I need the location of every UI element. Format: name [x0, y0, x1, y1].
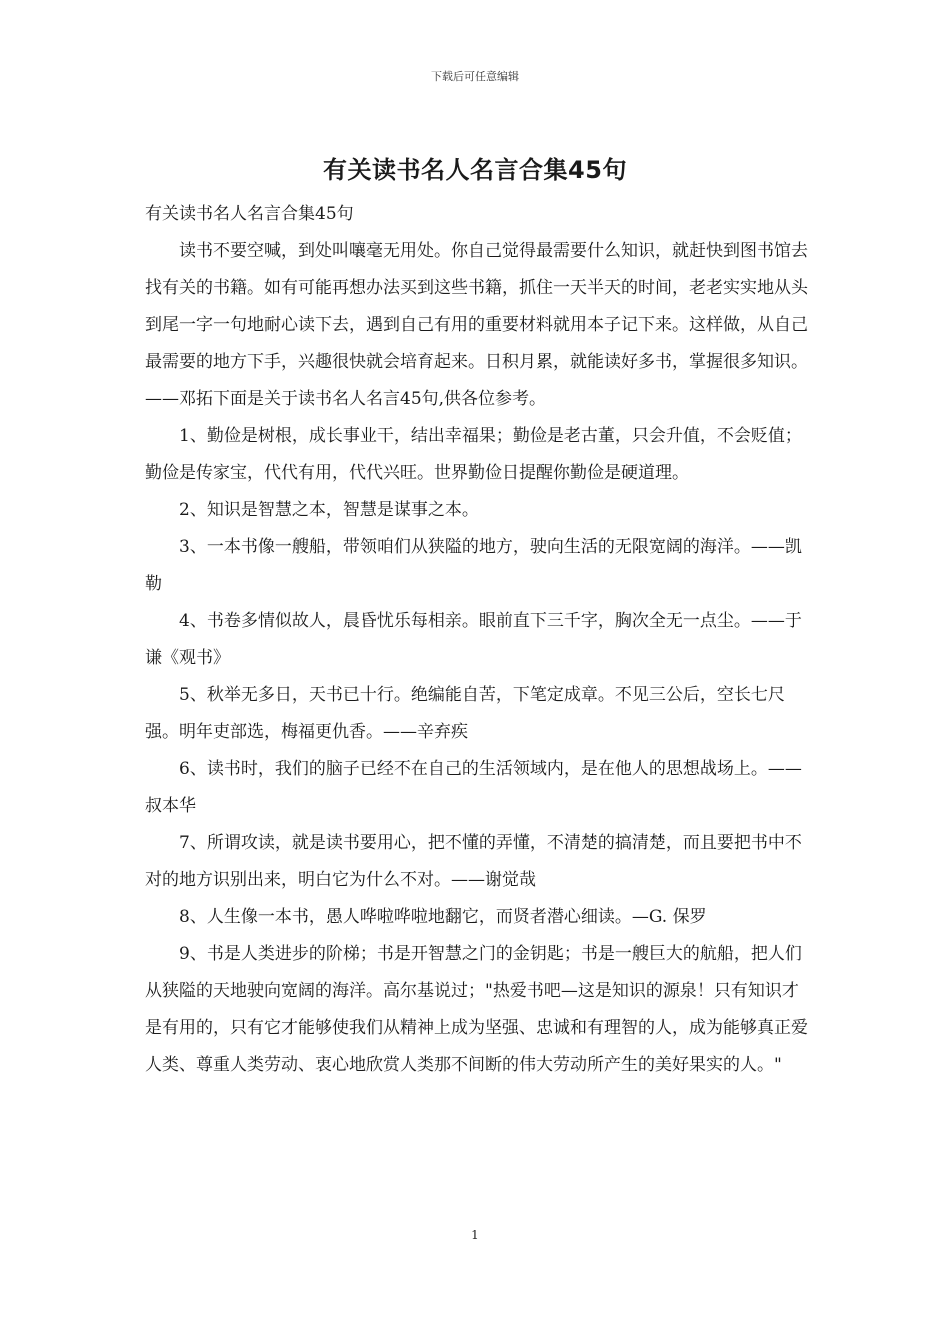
quote-paragraph-7: 7、所谓攻读，就是读书要用心，把不懂的弄懂，不清楚的搞清楚，而且要把书中不对的地方识别出来，明白它为什么不对。——谢觉哉: [145, 833, 802, 890]
document-subtitle: 有关读书名人名言合集45句: [145, 204, 354, 224]
quote-paragraph-2: 2、知识是智慧之本，智慧是谋事之本。: [179, 500, 479, 520]
quote-paragraph-5: 5、秋举无多日，天书已十行。绝编能自苦，下笔定成章。不见三公后，空长七尺强。明年吏部选，梅福更仇香。——辛弃疾: [145, 685, 785, 742]
quote-paragraph-9: 9、书是人类进步的阶梯；书是开智慧之门的金钥匙；书是一艘巨大的航船，把人们从狭隘的天地驶向宽阔的海洋。高尔基说过；"热爱书吧—这是知识的源泉！只有知识才是有用的，只有它才能够使我们从精神上成为坚强、忠诚和有理智的人，成为能够真正爱人类、尊重人类劳动、衷心地欣赏人类那不间断的伟大劳动所产生的美好果实的人。": [145, 944, 808, 1075]
quote-paragraph-1: 1、勤俭是树根，成长事业干，结出幸福果；勤俭是老古董，只会升值，不会贬值；勤俭是传家宝，代代有用，代代兴旺。世界勤俭日提醒你勤俭是硬道理。: [145, 426, 802, 483]
document-title: 有关读书名人名言合集45句: [323, 156, 627, 184]
quote-paragraph-4: 4、书卷多情似故人，晨昏忧乐每相亲。眼前直下三千字，胸次全无一点尘。——于谦《观书》: [145, 611, 802, 668]
page-number: 1: [471, 1228, 479, 1242]
intro-paragraph: 读书不要空喊，到处叫嚷毫无用处。你自己觉得最需要什么知识，就赶快到图书馆去找有关的书籍。如有可能再想办法买到这些书籍，抓住一天半天的时间，老老实实地从头到尾一字一句地耐心读下去，遇到自己有用的重要材料就用本子记下来。这样做，从自己最需要的地方下手，兴趣很快就会培育起来。日积月累，就能读好多书，掌握很多知识。——邓拓下面是关于读书名人名言45句,供各位参考。: [145, 241, 808, 409]
quote-paragraph-8: 8、人生像一本书，愚人哗啦哗啦地翻它，而贤者潜心细读。—G. 保罗: [179, 907, 707, 927]
quote-paragraph-3: 3、一本书像一艘船，带领咱们从狭隘的地方，驶向生活的无限宽阔的海洋。——凯勒: [145, 537, 802, 594]
quote-paragraph-6: 6、读书时，我们的脑子已经不在自己的生活领域内，是在他人的思想战场上。——叔本华: [145, 759, 802, 816]
document-body: [145, 196, 810, 1084]
page-header-note: 下载后可任意编辑: [431, 70, 519, 83]
